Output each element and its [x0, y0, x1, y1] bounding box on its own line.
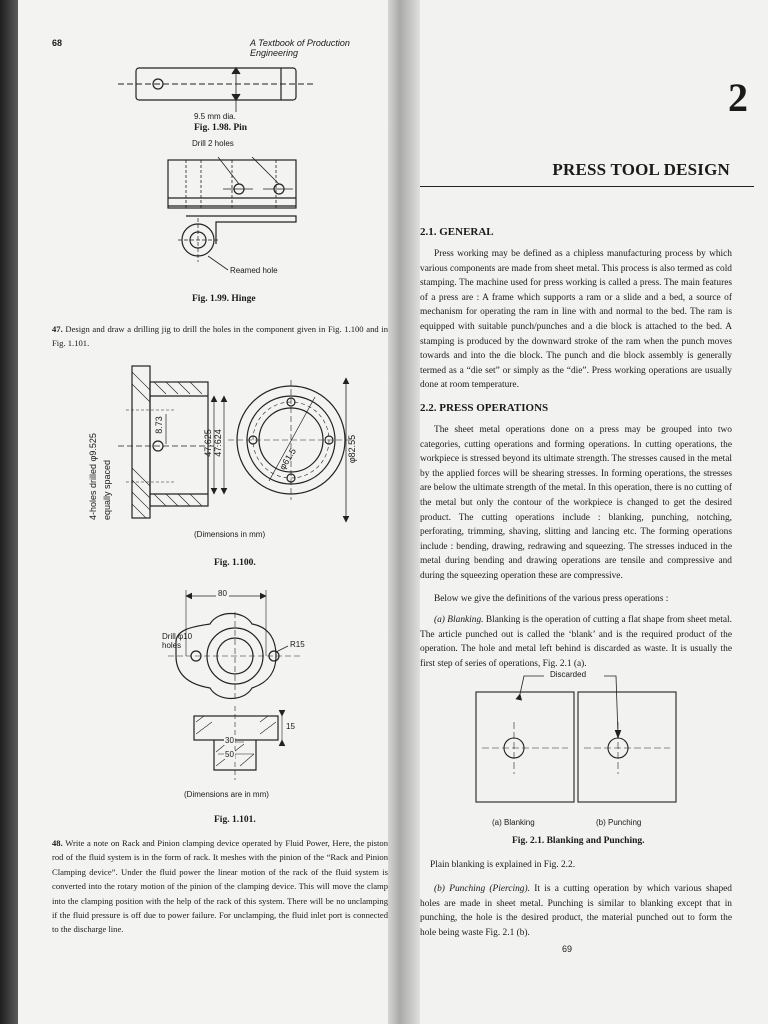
dim-30: 30	[225, 736, 234, 745]
dim-47625: 47.625	[202, 429, 213, 457]
fig-1-100-holes-label: 4-holes drilled φ9.525	[88, 433, 98, 520]
fig-1-101-drawing	[18, 0, 390, 800]
punching-text: It is a cutting operation by which various shaped holes are made in sheet metal. Punching is similar to blanking except that in punching, the hole is the desired product, the material punched out to form the hole being waste Fig. 2.1 (b).	[420, 884, 732, 938]
exercise-47-number: 47.	[52, 324, 63, 334]
fig-1-101-caption: Fig. 1.101.	[214, 815, 256, 825]
section-2-1-title: 2.1. GENERAL	[420, 226, 494, 238]
punching-term: (b) Punching (Piercing).	[434, 884, 530, 894]
page-number-left: 68	[52, 38, 63, 48]
section-2-2-title: 2.2. PRESS OPERATIONS	[420, 402, 549, 414]
fig-2-1-label-a: (a) Blanking	[492, 818, 535, 827]
left-page	[18, 0, 390, 1024]
fig-1-101-drill-label-2: holes	[162, 641, 182, 650]
discarded-label: Discarded	[550, 670, 587, 679]
fig-2-1-label-b: (b) Punching	[596, 818, 642, 827]
chapter-title: PRESS TOOL DESIGN	[552, 160, 730, 179]
fig-1-99-caption: Fig. 1.99. Hinge	[192, 294, 256, 304]
plain-blanking-text: Plain blanking is explained in Fig. 2.2.	[430, 860, 576, 870]
radius-label: R15	[290, 640, 305, 649]
dim-50: 50	[225, 750, 234, 759]
hinge-drill-label: Drill 2 holes	[192, 139, 234, 148]
book-gutter	[388, 0, 422, 1024]
running-head: A Textbook of Production Engineering	[250, 38, 350, 58]
fig-2-1-drawing	[420, 0, 768, 830]
fig-1-100-units: (Dimensions in mm)	[194, 530, 266, 539]
exercise-48	[52, 836, 388, 937]
dim-615: φ61.5	[277, 446, 299, 472]
fig-1-101-drill-label-1: Drill φ10	[162, 632, 193, 641]
hinge-reamed-label: Reamed hole	[230, 266, 278, 275]
fig-1-100-spacing-label: equally spaced	[102, 459, 112, 520]
section-2-2-text: The sheet metal operations done on a press may be grouped into two categories, cutting operations and forming operations. In cutting operations, the workpiece is stressed beyond its ultimate strength. The stresses caused in the metal by the applied forces will be shearing stresses. In forming operations, the stresses are below the ultimate strength of the metal. In this operation, there is no cutting of the metal but only the contour of the workpiece is changed to get the desired product. The cutting operations include : blanking, punching, notching, perforating, trimming, shaving, slitting and lancing etc. The forming operations include : bending, drawing, redrawing and squeezing. The stresses induced in the metal during bending and drawing operations are tensile and compressive and during the squeezing operation these are compressive.	[420, 425, 732, 581]
dim-80: 80	[218, 589, 227, 598]
fig-1-98-caption: Fig. 1.98. Pin	[194, 123, 248, 133]
definitions-intro: Below we give the definitions of the various press operations :	[434, 594, 669, 604]
blanking-text: Blanking is the operation of cutting a flat shape from sheet metal. The article punched out is called the ‘blank’ and is the required product of the operation. The hole and metal left behind is discarded as waste. It is usually the first step of series of operations, Fig. 2.1 (a).	[420, 615, 732, 669]
fig-2-1-caption: Fig. 2.1. Blanking and Punching.	[512, 836, 645, 846]
dim-15: 15	[286, 722, 295, 731]
dim-47624: 47.624	[212, 429, 223, 457]
exercise-48-number: 48.	[52, 838, 63, 848]
dim-8255: φ82.55	[347, 434, 358, 464]
section-2-1-text: Press working may be defined as a chipless manufacturing process by which various components are made from sheet metal. This process is also termed as cold stamping. The machine used for press working is called a press. The main features of a press are : A frame which supports a ram or a slide and a bed, a source of mechanism for operating the ram in line with and normal to the bed. The ram is equipped with suitable punch/punches and a die block is attached to the bed. A stamping is produced by the downward stroke of the ram when the punch moves towards and into the die block. The punch and die block assembly is generally termed as a “die set” or simply as the “die”. Press working operations are usually done at room temperature.	[420, 249, 732, 391]
fig-1-100-caption: Fig. 1.100.	[214, 558, 256, 568]
blanking-term: (a) Blanking.	[434, 615, 484, 625]
chapter-number: 2	[728, 75, 748, 120]
right-page	[420, 0, 768, 1024]
fig-1-101-drill-label	[162, 632, 192, 650]
book-edge	[0, 0, 18, 1024]
exercise-47-text: Design and draw a drilling jig to drill the holes in the component given in Fig. 1.100 and in Fig. 1.101.	[52, 324, 388, 349]
fig-1-101-units: (Dimensions are in mm)	[184, 790, 269, 799]
punching-paragraph	[420, 882, 732, 940]
exercise-48-text: Write a note on Rack and Pinion clamping device operated by Fluid Power, Here, the piston rod of the fluid system is in the form of rack. It meshes with the pinion of the “Rack and Pinion Clamping device”. Under the fluid power the linear motion of the rack of the fluid system is converted into the rotary motion of the pinion of the clamping device. This will move the clamp into the clamping position with the help of the rack of this system. There will be no unclamping if the fluid pressure is off due to power failure. For unclamping, the fluid inlet port is connected to the discharge line.	[52, 838, 388, 935]
dim-873: 8.73	[153, 416, 164, 434]
pin-dim-label: 9.5 mm dia.	[194, 112, 236, 121]
page-number-right: 69	[562, 944, 573, 954]
